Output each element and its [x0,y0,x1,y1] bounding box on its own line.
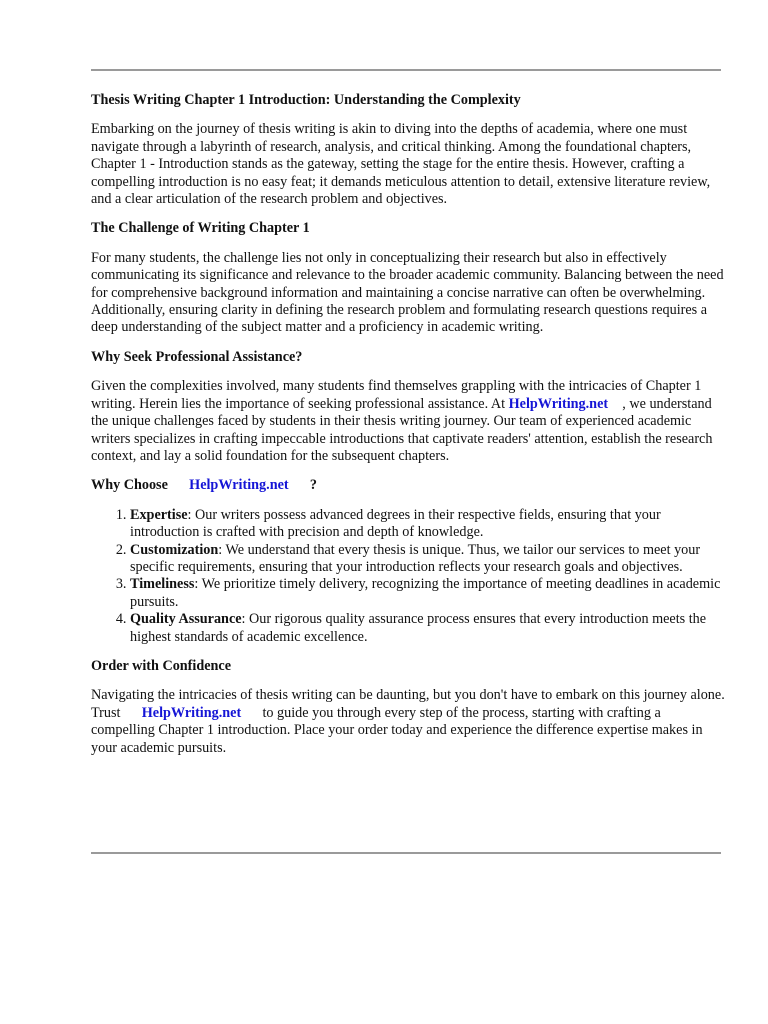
document-body [91,92,726,757]
list-item-text: We understand that every thesis is unique. Thus, we tailor our services to meet your specific requirements, ensuring that your introduction reflects your research goals and objectives. [130,541,701,575]
list-item: 1. Expertise: Our writers possess advanced degrees in their respective fields, ensuring that your introduction is crafted with precision and depth of knowledge. [130,507,726,542]
list-item-text: Our writers possess advanced degrees in their respective fields, ensuring that your introduction is crafted with precision and depth of knowledge. [130,506,661,541]
order-paragraph [91,687,726,757]
why-choose-heading [91,477,726,494]
list-item-term: Quality Assurance [130,611,242,628]
bottom-divider [91,852,721,854]
helpwriting-link[interactable]: HelpWriting.net [189,477,289,494]
assistance-heading: Why Seek Professional Assistance? [91,348,303,365]
list-item-term: Customization [130,541,219,558]
challenge-heading: The Challenge of Writing Chapter 1 [91,220,310,237]
assistance-paragraph [91,378,726,465]
why-choose-text: Why Choose [91,477,168,494]
list-item-term: Timeliness [130,576,195,593]
list-item: 3. Timeliness: We prioritize timely delivery, recognizing the importance of meeting deadlines in academic pursuits. [130,576,726,611]
helpwriting-link[interactable]: HelpWriting.net [508,395,609,412]
challenge-paragraph: For many students, the challenge lies not only in conceptualizing their research but also in effectively communicating its significance and relevance to the broader academic community. Balancing between the need for comprehensive background information and maintaining a concise narrative can often be overwhelming. Additionally, ensuring clarity in defining the research problem and formulating research questions requires a deep understanding of the subject matter and a proficiency in academic writing. [91,249,724,336]
intro-paragraph: Embarking on the journey of thesis writing is akin to diving into the depths of academia, where one must navigate through a labyrinth of research, analysis, and critical thinking. Among the foundational chapters, Chapter 1 - Introduction stands as the gateway, setting the stage for the entire thesis. However, crafting a compelling introduction is no easy feat; it demands meticulous attention to detail, extensive literature review, and a clear articulation of the research problem and objectives. [91,121,711,208]
why-choose-qmark: ? [309,477,317,494]
helpwriting-link[interactable]: HelpWriting.net [141,704,242,721]
page-title: Thesis Writing Chapter 1 Introduction: Understanding the Complexity [91,92,521,108]
list-item: 4. Quality Assurance: Our rigorous quality assurance process ensures that every introduction meets the highest standards of academic excellence. [130,611,726,646]
list-item: 2. Customization: We understand that every thesis is unique. Thus, we tailor our services to meet your specific requirements, ensuring that your introduction reflects your research goals and objectives. [130,542,726,577]
list-item-text: Our rigorous quality assurance process ensures that every introduction meets the highest standards of academic excellence. [130,611,707,645]
order-text-end: to guide you through every step of the process, starting with crafting a compelling Chapter 1 introduction. Place your order today and experience the difference expertise makes in your academic pursuits. [91,704,703,756]
list-item-text: We prioritize timely delivery, recognizing the importance of meeting deadlines in academic pursuits. [130,576,721,610]
assistance-text-end: , we understand the unique challenges faced by students in their thesis writing journey. Our team of experienced academic writers specializes in crafting impeccable introductions that captivate readers' attention, establish the research context, and lay a solid foundation for the subsequent chapters. [91,395,713,464]
order-heading: Order with Confidence [91,657,232,674]
assistance-text-start: Given the complexities involved, many students find themselves grappling with the intricacies of Chapter 1 writing. Herein lies the importance of seeking professional assistance. At [91,378,702,412]
list-item-term: Expertise [130,506,188,523]
top-divider [91,69,721,71]
benefits-list [91,507,726,646]
order-text-start: Navigating the intricacies of thesis writing can be daunting, but you don't have to embark on this journey alone. Trust [91,687,725,721]
